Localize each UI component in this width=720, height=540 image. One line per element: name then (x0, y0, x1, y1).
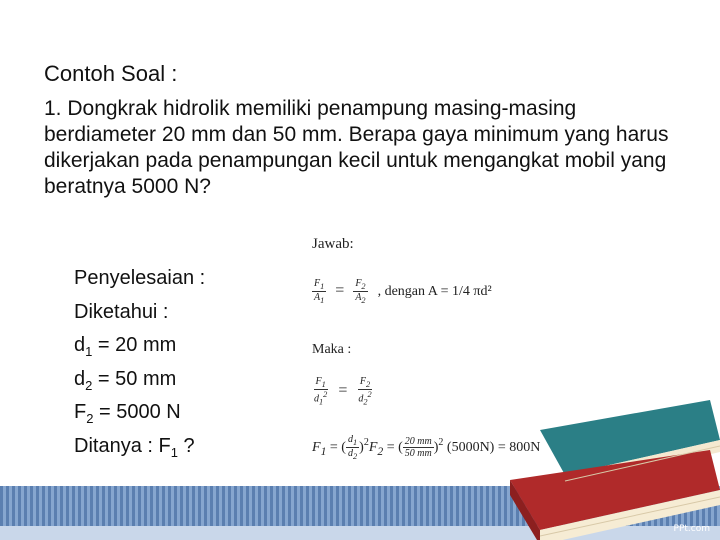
result-equation: $F_1$ = ( $\frac{d_1}{d_2}$ )$^2F_2$ = ( $\frac{20 mm}{50 mm}$ )$^2$ (5000N) = 800N (312, 434, 541, 462)
given-label: Diketahui : (74, 300, 169, 323)
watermark: PPt.com (673, 524, 710, 534)
books-illustration (470, 380, 720, 540)
asked-f1: Ditanya : $F_1$ ? (74, 434, 195, 460)
given-d1: $d_1 = 20$ mm (74, 334, 177, 359)
solution-heading: Penyelesaian : (74, 267, 206, 289)
diameter-equation: $\frac{F_1}{d_1^2}$ = $\frac{F_2}{d_2^2}$ (314, 376, 372, 407)
given-d2: $d_2 = 50$ mm (74, 367, 177, 393)
pascal-equation: $\frac{F_1}{A_1}$ = $\frac{F_2}{A_2}$ , dengan A = 1/4 πd² (314, 278, 492, 306)
maka-label: Maka : (312, 342, 352, 357)
question-text: 1. Dongkrak hidrolik memiliki penampung masing-masing berdiameter 20 mm dan 50 mm. Berapa gaya minimum yang harus dikerjakan pada penampungan kecil untuk mengangkat mobil yang beratnya 5000 N? (44, 97, 669, 198)
given-block (74, 262, 205, 463)
slide-title: Contoh Soal : (44, 61, 178, 86)
jawab-label: Jawab: (312, 236, 354, 252)
given-f2: $F_2 = 5000$ N (74, 401, 181, 426)
